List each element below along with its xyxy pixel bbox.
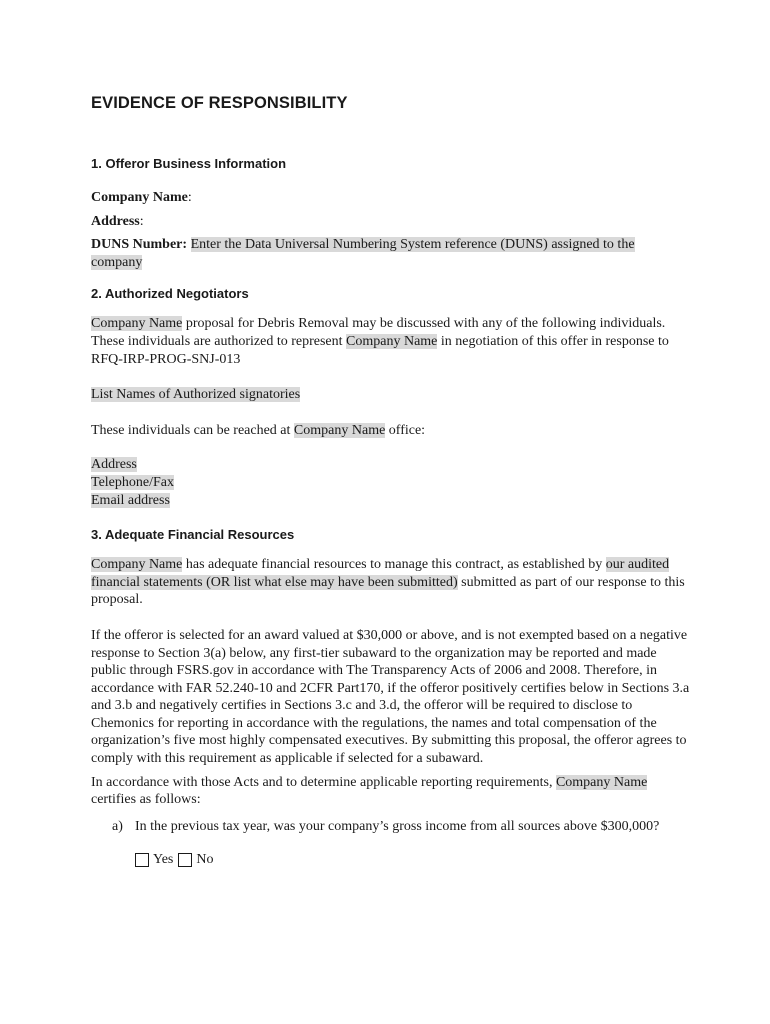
certifies-text: In accordance with those Acts and to determine applicable reporting requirements, [91,774,556,790]
contact-phone-field[interactable]: Telephone/Fax [91,474,174,490]
question-a-text: In the previous tax year, was your company’s gross income from all sources above $300,000? [135,818,660,834]
company-name-field[interactable]: Company Name [555,774,648,790]
signatories-field[interactable]: List Names of Authorized signatories [91,387,301,403]
address-line [91,213,691,231]
negotiators-text-2: in negotiation of this offer in response to RFQ-IRP-PROG-SNJ-013 [91,333,669,367]
company-name-label: Company Name [91,190,188,205]
certifies-paragraph [91,774,691,809]
company-name-field[interactable]: Company Name [293,422,386,438]
yes-checkbox[interactable] [135,853,149,867]
question-a [91,818,691,836]
transparency-paragraph: If the offeror is selected for an award valued at $30,000 or above, and is not exempted based on a negative response to Section 3(a) below, any first-tier subaward to the organization may be reported and made public through FSRS.gov in accordance with The Transparency Acts of 2006 and 2008. Therefore, in accordance with FAR 52.240-10 and 2CFR Part170, if the offeror positively certifies below in Sections 3.a and 3.b and negatively certifies in Sections 3.c and 3.d, the offeror will be required to disclose to Chemonics for reporting in accordance with the regulations, the names and total compensation of the organization’s five most highly compensated executives. By submitting this proposal, the offeror agrees to comply with this requirement as applicable if selected for a subaward. [91,627,690,767]
reach-line [91,422,691,440]
financial-statements-field[interactable]: our audited financial statements (OR list what else may have been submitted) [91,557,670,590]
contact-address-field[interactable]: Address [91,457,137,473]
company-name-colon: : [187,190,192,205]
company-name-field[interactable]: Company Name [91,557,183,573]
financial-text-1: has adequate financial resources to manage this contract, as established by [182,557,606,573]
contact-email-field[interactable]: Email address [91,492,170,508]
negotiators-paragraph [91,315,691,368]
duns-field[interactable]: Enter the Data Universal Numbering System reference (DUNS) assigned to the [190,237,635,253]
duns-field-cont[interactable]: company [91,254,143,270]
question-a-marker: a) [112,818,123,834]
address-colon: : [139,213,144,229]
yes-no-checkboxes [135,851,691,869]
signatories-line [91,386,691,404]
document-body [91,94,691,869]
reach-text: These individuals can be reached at [91,422,294,438]
duns-line [91,236,691,271]
no-label: No [196,852,214,868]
yes-label: Yes [153,852,174,868]
company-name-line [91,189,691,207]
no-checkbox[interactable] [178,853,192,867]
negotiators-text-1: proposal for Debris Removal may be discussed with any of the following individuals. These individuals are authorized to represent [91,316,666,349]
certifies-text-2: certifies as follows: [91,792,201,808]
section-2-heading: 2. Authorized Negotiators [91,286,249,302]
duns-label: DUNS Number: [91,237,188,253]
reach-text-2: office: [385,422,426,438]
document-title: EVIDENCE OF RESPONSIBILITY [91,94,348,112]
address-label: Address [91,213,140,229]
section-1-heading: 1. Offeror Business Information [91,156,287,171]
company-name-field[interactable]: Company Name [91,316,183,332]
section-3-heading: 3. Adequate Financial Resources [91,527,295,543]
financial-text-2: submitted as part of our response to this proposal. [91,574,685,608]
contact-block [91,456,691,509]
company-name-field[interactable]: Company Name [346,333,438,349]
financial-paragraph [91,556,691,609]
